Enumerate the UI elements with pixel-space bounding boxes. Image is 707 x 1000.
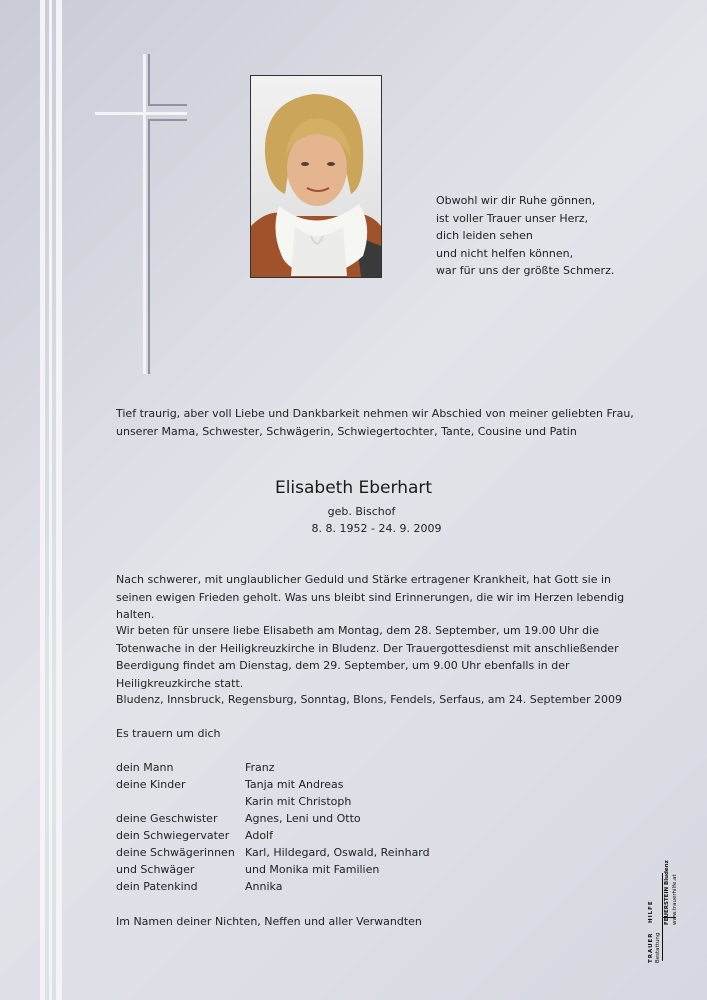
logo-line-1: Bestattung [655, 932, 661, 963]
relative-role: dein Patenkind [116, 880, 198, 893]
intro-text: Tief traurig, aber voll Liebe und Dankbarkeit nehmen wir Abschied von meiner geliebten Frau, unserer Mama, Schwester, Schwägerin, Schwiegertochter, Tante, Cousine und Patin [116, 407, 634, 438]
service-paragraph: Wir beten für unsere liebe Elisabeth am Montag, dem 28. September, um 19.00 Uhr die Totenwache in der Heiligkreuzkirche in Bludenz. Der Trauergottesdienst mit anschließender Beerdigung findet am Dienstag, dem 29. September, um 9.00 Uhr ebenfalls in der Heiligkreuzkirche statt. [116, 624, 619, 690]
poem-line: ist voller Trauer unser Herz, [436, 211, 589, 225]
relative-names: Franz [245, 761, 275, 774]
illness-paragraph: Nach schwerer, mit unglaublicher Geduld und Stärke ertragener Krankheit, hat Gott sie in seinen ewigen Frieden geholt. Was uns bleibt sind Erinnerungen, die wir im Herzen lebendig halten. [116, 573, 625, 621]
logo-word-2: HILFE [648, 900, 654, 923]
relative-role: deine Geschwister [116, 812, 218, 825]
relative-row [116, 810, 430, 827]
relative-names: Annika [245, 880, 283, 893]
relative-role: dein Schwiegervater [116, 829, 230, 842]
poem-line: dich leiden sehen [436, 229, 533, 243]
relative-role: deine Schwägerinnen [116, 846, 235, 859]
poem-line: und nicht helfen können, [436, 246, 574, 260]
memorial-poem [436, 192, 614, 280]
decorative-stripes [40, 0, 66, 1000]
relative-row [116, 861, 430, 878]
relative-names: Adolf [245, 829, 273, 842]
relative-row [116, 759, 430, 776]
closing-line: Im Namen deiner Nichten, Neffen und aller Verwandten [116, 915, 422, 928]
relative-role [116, 793, 245, 810]
relative-role: deine Kinder [116, 778, 186, 791]
mourners-intro: Es trauern um dich [116, 727, 221, 740]
funeral-home-logo [640, 860, 680, 965]
deceased-name: Elisabeth Eberhart [274, 478, 433, 498]
cross-icon [95, 54, 187, 374]
birth-name: geb. Bischof [327, 505, 396, 518]
portrait-photo [250, 75, 382, 278]
logo-line-3: www.trauerhilfe.at [672, 874, 678, 925]
relative-names: Tanja mit Andreas [245, 778, 344, 791]
relative-names: und Monika mit Familien [245, 863, 380, 876]
relative-role: und Schwäger [116, 863, 195, 876]
place-date-line: Bludenz, Innsbruck, Regensburg, Sonntag, Blons, Fendels, Serfaus, am 24. September 2009 [116, 693, 623, 706]
logo-line-2: FEUERSTEIN Bludenz [664, 860, 670, 925]
relative-row [116, 878, 430, 895]
relative-row [116, 844, 430, 861]
poem-line: war für uns der größte Schmerz. [436, 264, 615, 278]
relatives-list [116, 759, 430, 895]
relative-names: Karl, Hildegard, Oswald, Reinhard [245, 846, 430, 859]
relative-role: dein Mann [116, 761, 174, 774]
poem-line: Obwohl wir dir Ruhe gönnen, [436, 194, 596, 207]
relative-row [116, 776, 430, 793]
life-dates: 8. 8. 1952 - 24. 9. 2009 [311, 522, 442, 535]
relative-row [116, 827, 430, 844]
relative-names: Karin mit Christoph [245, 795, 352, 808]
relative-names: Agnes, Leni und Otto [245, 812, 361, 825]
logo-word-1: TRAUER [648, 932, 654, 963]
relative-row [116, 793, 430, 810]
